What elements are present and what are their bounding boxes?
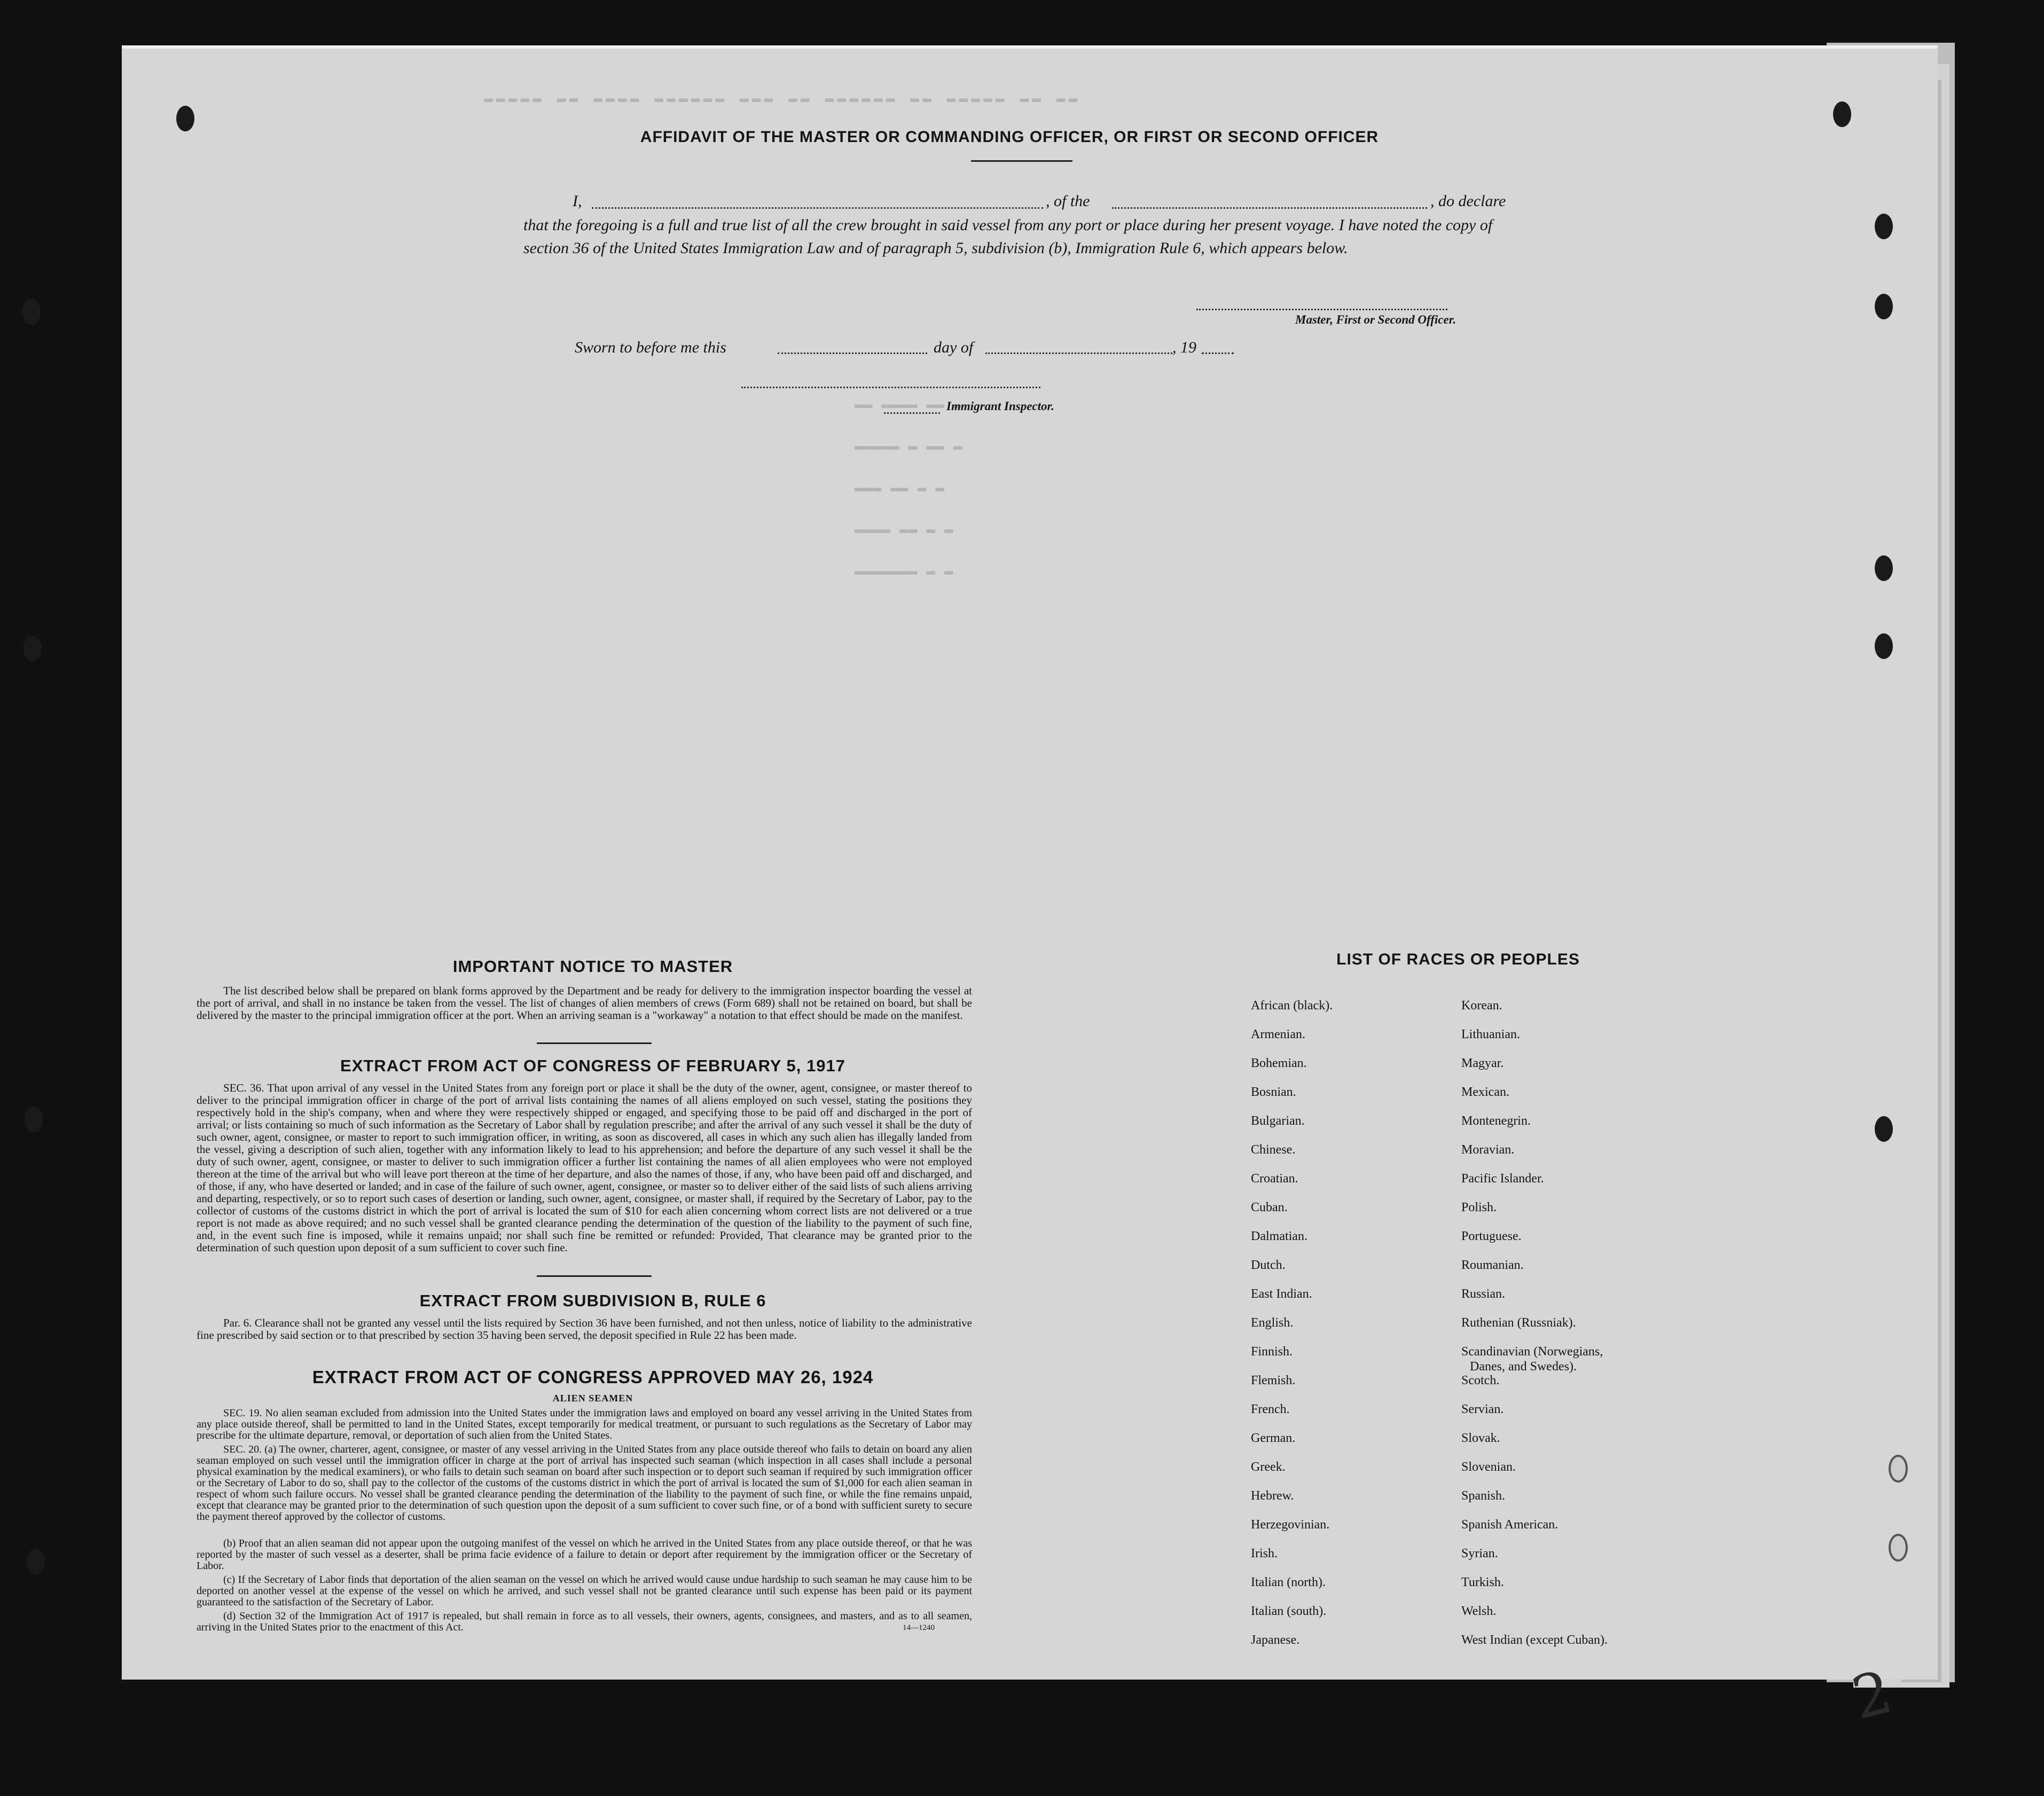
race-left-item: Cuban. xyxy=(1251,1201,1288,1214)
race-right-item: Pacific Islander. xyxy=(1461,1172,1544,1186)
binder-hole xyxy=(24,636,42,661)
race-right-item: Magyar. xyxy=(1461,1056,1504,1070)
race-left-item: Flemish. xyxy=(1251,1374,1296,1387)
race-right-item: Ruthenian (Russniak). xyxy=(1461,1316,1576,1330)
affidavit-body: that the foregoing is a full and true list of all the crew brought in said vessel from any port or place during her present voyage. I have noted the copy of section 36 of the United States Immigration Law and of paragraph 5, subdivision (b), Immigration Rule 6, which appears below. xyxy=(523,216,1493,257)
race-left-item: Finnish. xyxy=(1251,1345,1293,1359)
binder-hole xyxy=(27,1549,45,1574)
binder-hole xyxy=(1875,633,1893,659)
race-left-item: Irish. xyxy=(1251,1547,1278,1560)
sworn-month-field[interactable] xyxy=(985,352,1172,354)
race-right-item: Polish. xyxy=(1461,1201,1497,1214)
race-right-item: Syrian. xyxy=(1461,1547,1498,1560)
race-left-item: East Indian. xyxy=(1251,1287,1312,1301)
binder-hole xyxy=(1875,294,1893,319)
race-left-item: African (black). xyxy=(1251,999,1333,1013)
extract-1917-title: EXTRACT FROM ACT OF CONGRESS OF FEBRUARY 5, 1917 xyxy=(340,1056,845,1075)
affidavit-of-the: , of the xyxy=(1046,192,1090,210)
race-left-item: Japanese. xyxy=(1251,1633,1300,1647)
race-right-item: Korean. xyxy=(1461,999,1502,1013)
vessel-name-field[interactable] xyxy=(1112,207,1427,209)
extract-1924-sec20a: SEC. 20. (a) The owner, charterer, agent, consignee, or master of any vessel arriving in the United States from any place outside thereof who fails to detain on board any alien seaman employed on such vessel until the immigration officer in charge at the port of arrival has inspected such seaman (which inspection in all cases shall include a personal physical examination by the medical examiners), or who fails to detain such seaman on board after such inspection or to deport such seaman if required by such immigration officer or the Secretary of Labor to do so, shall pay to the collector of the customs of the customs district in which the port of arrival is located the sum of $1,000 for each alien seaman in respect of whom such failure occurs. No vessel shall be granted clearance pending the determination of the liability to the payment of such fine, or while the fine remains unpaid, except that clearance may be granted prior to the determination of such question upon the deposit of a sum sufficient to cover such fine, or of a bond with sufficient surety to secure the payment thereof approved by the collector of customs. xyxy=(197,1444,972,1523)
binder-hole xyxy=(176,106,194,131)
bleed-through-text: ▬▬ ▬▬ ▬▬▬▬▬ ▬▬ ▬▬▬▬▬▬ ▬▬ ▬▬▬ ▬▬▬▬▬▬ ▬▬▬▬ ▬▬ ▬▬▬▬▬ xyxy=(481,91,1078,107)
notice-title: IMPORTANT NOTICE TO MASTER xyxy=(452,957,733,976)
race-right-item: Servian. xyxy=(1461,1402,1504,1416)
binder-hole xyxy=(1889,1534,1908,1562)
race-right-item: Scotch. xyxy=(1461,1374,1500,1387)
section-divider xyxy=(537,1042,652,1044)
binder-hole xyxy=(1875,1116,1893,1142)
sworn-day-field[interactable] xyxy=(778,352,927,354)
binder-hole xyxy=(1875,555,1893,581)
inspector-underline xyxy=(884,412,940,414)
affidavit-i: I, xyxy=(573,192,582,210)
race-left-item: Italian (south). xyxy=(1251,1604,1327,1618)
extract-1924-title: EXTRACT FROM ACT OF CONGRESS APPROVED MAY 26, 1924 xyxy=(312,1367,874,1387)
page-top-edge xyxy=(122,45,1938,49)
race-left-item: Bulgarian. xyxy=(1251,1114,1305,1128)
binder-hole xyxy=(22,299,41,325)
race-right-item: Spanish. xyxy=(1461,1489,1506,1503)
race-right-item: Moravian. xyxy=(1461,1143,1515,1157)
master-signature-field[interactable] xyxy=(1196,309,1447,310)
extract-1917-body: SEC. 36. That upon arrival of any vessel in the United States from any foreign port or place it shall be the duty of the owner, agent, consignee, or master thereof to deliver to the principal immigration officer in charge of the port of arrival lists containing the names of all aliens employed on such vessel, stating the positions they respectively hold in the ship's company, when and where they were respectively shipped or engaged, and specifying those to be paid off and discharged in the port of arrival; or lists containing so much of such information as the Secretary of Labor shall by regulation prescribe; and after the arrival of any such vessel it shall be the duty of such owner, agent, consignee, or master to report to such immigration officer, in writing, as soon as discovered, all cases in which any such alien has illegally landed from the vessel, giving a description of such alien, together with any information likely to lead to his apprehension; and before the departure of any such vessel it shall be the duty of such owner, agent, consignee, or master to deliver to such immigration officer a further list containing the names of all alien employees who were not employed thereon at the time of the arrival but who will leave port thereon at the time of her departure, and also the names of those, if any, who have been paid off and discharged, and of those, if any, who have deserted or landed; and in case of the failure of such owner, agent, consignee, or master so to deliver either of the said lists of such aliens arriving and departing, respectively, or so to report such cases of desertion or landing, such owner, agent, consignee, or master shall, if required by the Secretary of Labor, pay to the collector of customs of the customs district in which the port of arrival is located the sum of $10 for each alien concerning whom correct lists are not delivered or a true report is not made as above required; and no such vessel shall be granted clearance pending the determination of the question of the liability to the payment of such fine, and, in the event such fine is imposed, while it remains unpaid; nor shall such fine be remitted or refunded: Provided, That clearance may be granted prior to the determination of such question upon deposit of a sum sufficient to cover such fine. xyxy=(197,1081,972,1254)
rule6-title: EXTRACT FROM SUBDIVISION B, RULE 6 xyxy=(419,1291,766,1310)
race-right-item: Portuguese. xyxy=(1461,1229,1522,1243)
race-right-item: Slovenian. xyxy=(1461,1460,1516,1474)
form-number: 14—1240 xyxy=(903,1624,935,1632)
sworn-text: Sworn to before me this xyxy=(575,339,726,356)
title-divider xyxy=(971,160,1072,162)
race-right-item: Spanish American. xyxy=(1461,1518,1559,1532)
race-right-item: Lithuanian. xyxy=(1461,1028,1520,1041)
extract-1924-sec19: SEC. 19. No alien seaman excluded from admission into the United States under the immigration laws and employed on board any vessel arriving in the United States from any place outside thereof, shall be permitted to land in the United States, except temporarily for medical treatment, or pursuant to such regulations as the Secretary of Labor may prescribe for the ultimate departure, removal, or deportation of such alien from the United States. xyxy=(197,1407,972,1441)
binder-hole xyxy=(25,1107,43,1132)
bleed-through-text: ▬▬ ▬▬▬▬ ▬▬ ▬ ▬▬▬▬▬ ▬ ▬▬ ▬ ▬▬▬ ▬▬ ▬ ▬ ▬▬▬▬ ▬▬ ▬ ▬ ▬▬▬▬▬▬▬ ▬ ▬ xyxy=(855,397,962,580)
race-left-item: Italian (north). xyxy=(1251,1575,1326,1589)
race-right-item-cont: Danes, and Swedes). xyxy=(1470,1360,1577,1374)
race-left-item: Bohemian. xyxy=(1251,1056,1307,1070)
race-right-item: Roumanian. xyxy=(1461,1258,1524,1272)
race-right-item: Turkish. xyxy=(1461,1575,1504,1589)
rule6-body: Par. 6. Clearance shall not be granted any vessel until the lists required by Section 36 have been furnished, and not then unless, notice of liability to the administrative fine prescribed by said section or to that prescribed by section 35 having been served, the deposit specified in Rule 22 has been made. xyxy=(197,1316,972,1342)
affidavit-declare: , do declare xyxy=(1430,192,1506,210)
race-left-item: Hebrew. xyxy=(1251,1489,1294,1503)
race-left-item: Greek. xyxy=(1251,1460,1286,1474)
inspector-signature-field[interactable] xyxy=(741,387,1040,388)
binder-hole xyxy=(1833,101,1851,127)
race-left-item: Herzegovinian. xyxy=(1251,1518,1330,1532)
extract-1924-sec20d: (d) Section 32 of the Immigration Act of 1917 is repealed, but shall remain in force as to all vessels, their owners, agents, consignees, and masters, and as to all seamen, arriving in the United States prior to the enactment of this Act. xyxy=(197,1610,972,1633)
race-right-item: Slovak. xyxy=(1461,1431,1500,1445)
extract-1924-sec20c: (c) If the Secretary of Labor finds that deportation of the alien seaman on the vessel on which he arrived would cause undue hardship to such seaman he may cause him to be deported on another vessel at the expense of the vessel on which he arrived, and such vessel shall not be granted clearance until such expense has been paid or its payment guaranteed to the satisfaction of the Secretary of Labor. xyxy=(197,1574,972,1608)
race-right-item: Scandinavian (Norwegians, xyxy=(1461,1345,1603,1359)
handwritten-page-number: 2 xyxy=(1845,1657,1899,1733)
race-left-item: Chinese. xyxy=(1251,1143,1296,1157)
binder-hole xyxy=(1875,214,1893,239)
race-right-item: West Indian (except Cuban). xyxy=(1461,1633,1608,1647)
year-text: , 19 xyxy=(1172,339,1196,356)
race-left-item: Bosnian. xyxy=(1251,1085,1296,1099)
day-of-text: day of xyxy=(934,339,974,356)
sworn-year-field[interactable] xyxy=(1202,352,1234,354)
race-left-item: Dutch. xyxy=(1251,1258,1286,1272)
notice-body: The list described below shall be prepared on blank forms approved by the Department and be ready for delivery to the immigration inspector boarding the vessel at the port of arrival, and shall in no instance be taken from the vessel. The list of changes of alien members of crews (Form 689) shall not be retained on board, but shall be delivered by the master to the principal immigration officer at the port. When an arriving seaman is a "workaway" a notation to that effect should be made on the manifest. xyxy=(197,984,972,1022)
race-right-item: Russian. xyxy=(1461,1287,1506,1301)
extract-1924-subtitle: ALIEN SEAMEN xyxy=(552,1393,633,1403)
race-left-item: German. xyxy=(1251,1431,1296,1445)
races-title: LIST OF RACES OR PEOPLES xyxy=(1336,951,1580,968)
master-name-field[interactable] xyxy=(592,207,1043,209)
race-left-item: French. xyxy=(1251,1402,1290,1416)
race-left-item: Armenian. xyxy=(1251,1028,1305,1041)
race-right-item: Mexican. xyxy=(1461,1085,1509,1099)
race-left-item: Croatian. xyxy=(1251,1172,1298,1186)
section-divider xyxy=(537,1275,652,1277)
master-caption: Master, First or Second Officer. xyxy=(1295,313,1456,326)
binder-hole xyxy=(1889,1455,1908,1483)
affidavit-title: AFFIDAVIT OF THE MASTER OR COMMANDING OFFICER, OR FIRST OR SECOND OFFICER xyxy=(640,128,1379,146)
extract-1924-sec20b: (b) Proof that an alien seaman did not appear upon the outgoing manifest of the vessel on which he arrived in the United States from any place outside thereof, or that he was reported by the master of such vessel as a deserter, shall be prima facie evidence of a failure to detain or deport after requirement by the immigration officer or the Secretary of Labor. xyxy=(197,1538,972,1572)
race-right-item: Montenegrin. xyxy=(1461,1114,1531,1128)
inspector-caption: Immigrant Inspector. xyxy=(946,399,1054,413)
race-left-item: English. xyxy=(1251,1316,1294,1330)
race-left-item: Dalmatian. xyxy=(1251,1229,1307,1243)
race-right-item: Welsh. xyxy=(1461,1604,1497,1618)
